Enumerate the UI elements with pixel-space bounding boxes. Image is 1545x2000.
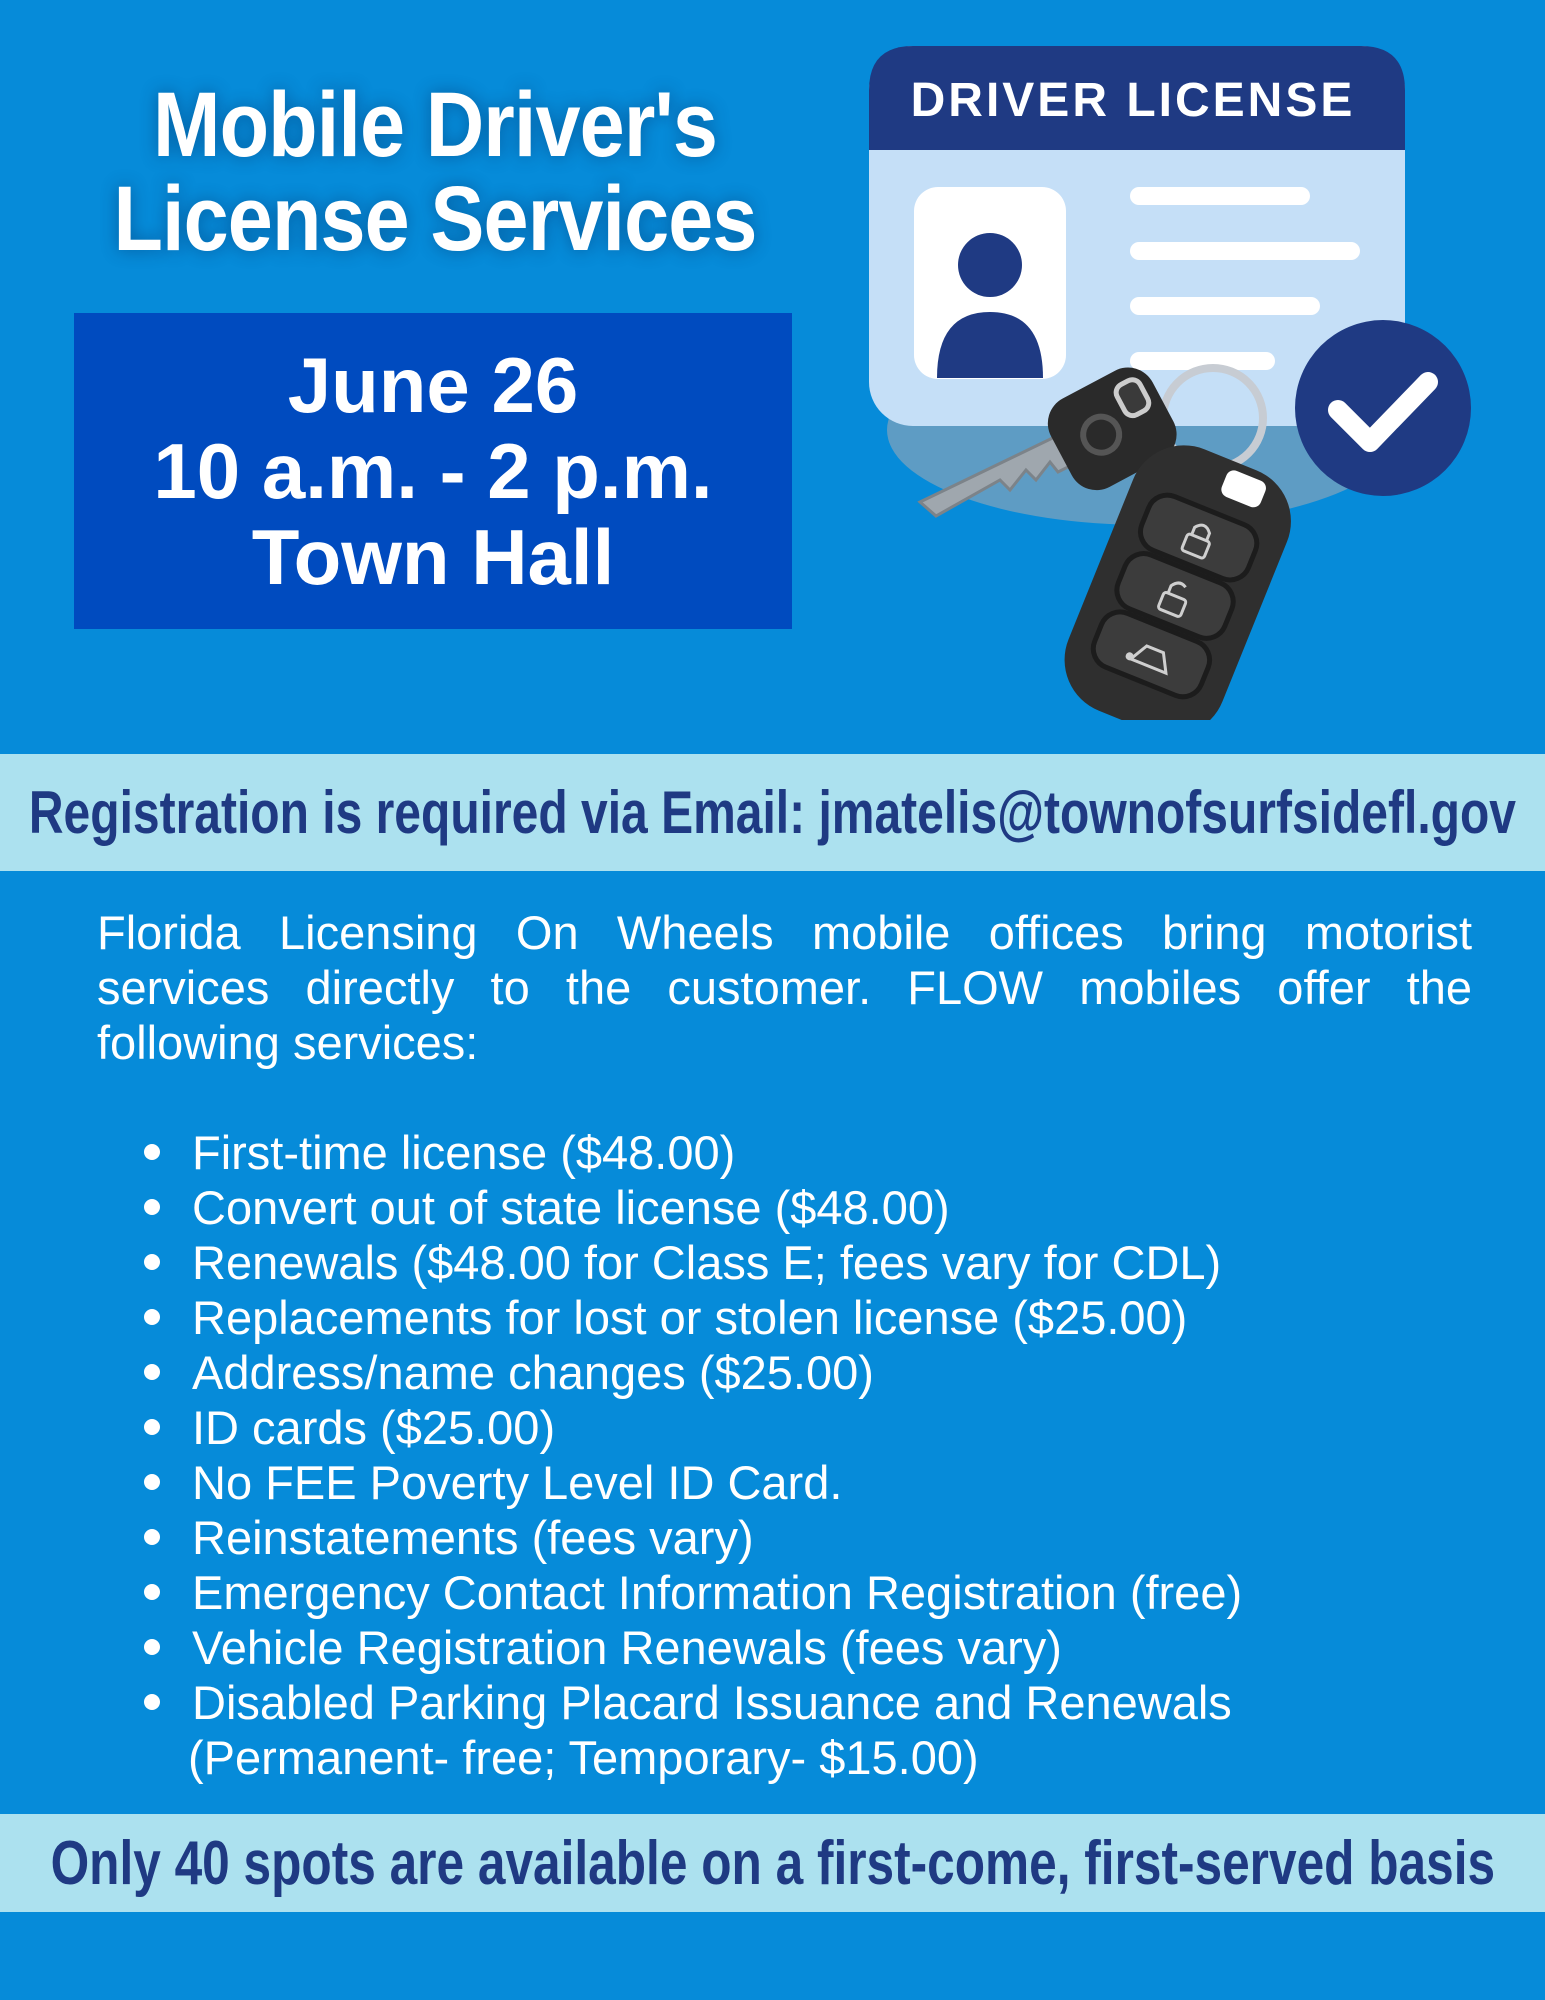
driver-license-illustration [860, 40, 1480, 720]
intro-paragraph: Florida Licensing On Wheels mobile offices bring motorist services directly to the customer. FLOW mobiles offer the following services: [97, 906, 1472, 1069]
event-date: June 26 [287, 341, 579, 429]
service-text: Reinstatements (fees vary) [192, 1511, 754, 1564]
list-item [140, 1675, 1480, 1785]
list-item [140, 1400, 1480, 1455]
service-text: Vehicle Registration Renewals (fees vary) [192, 1621, 1062, 1674]
event-details-box [74, 313, 792, 629]
registration-text: Registration is required via Email: jmatelis@townofsurfsidefl.gov [28, 779, 1517, 846]
license-card-label: DRIVER LICENSE [910, 74, 1356, 127]
list-item [140, 1455, 1480, 1510]
service-text: Disabled Parking Placard Issuance and Renewals [192, 1676, 1232, 1729]
checkmark-icon [1295, 320, 1471, 496]
service-text: Address/name changes ($​25.00) [192, 1346, 874, 1399]
event-time: 10 a.m. - 2 p.m. [153, 427, 713, 515]
service-text: Replacements for lost or stolen license ($​25.00) [192, 1291, 1188, 1344]
list-item [140, 1565, 1480, 1620]
event-location: Town Hall [251, 513, 615, 601]
availability-banner [0, 1814, 1545, 1912]
title-line-1: Mobile Driver's [153, 74, 717, 176]
list-item [140, 1125, 1480, 1180]
service-text: Renewals ($​48.00 for Class E; fees vary for CDL) [192, 1236, 1222, 1289]
service-text: Emergency Contact Information Registration (free) [192, 1566, 1243, 1619]
service-subtext: (Permanent- free; Temporary- $​15.00) [188, 1731, 979, 1784]
list-item [140, 1290, 1480, 1345]
list-item [140, 1180, 1480, 1235]
person-icon [914, 187, 1066, 379]
page-title [87, 74, 782, 270]
availability-text: Only 40 spots are available on a first-come, first-served basis [50, 1828, 1495, 1898]
service-text: ID cards ($​25.00) [192, 1401, 556, 1454]
service-text: First-time license ($​48.00) [192, 1126, 736, 1179]
services-list [140, 1125, 1480, 1785]
list-item [140, 1620, 1480, 1675]
list-item [140, 1235, 1480, 1290]
registration-banner [0, 754, 1545, 871]
list-item [140, 1345, 1480, 1400]
list-item [140, 1510, 1480, 1565]
service-text: No FEE Poverty Level ID Card. [192, 1456, 843, 1509]
title-line-2: License Services [113, 168, 757, 270]
service-text: Convert out of state license ($​48.00) [192, 1181, 950, 1234]
